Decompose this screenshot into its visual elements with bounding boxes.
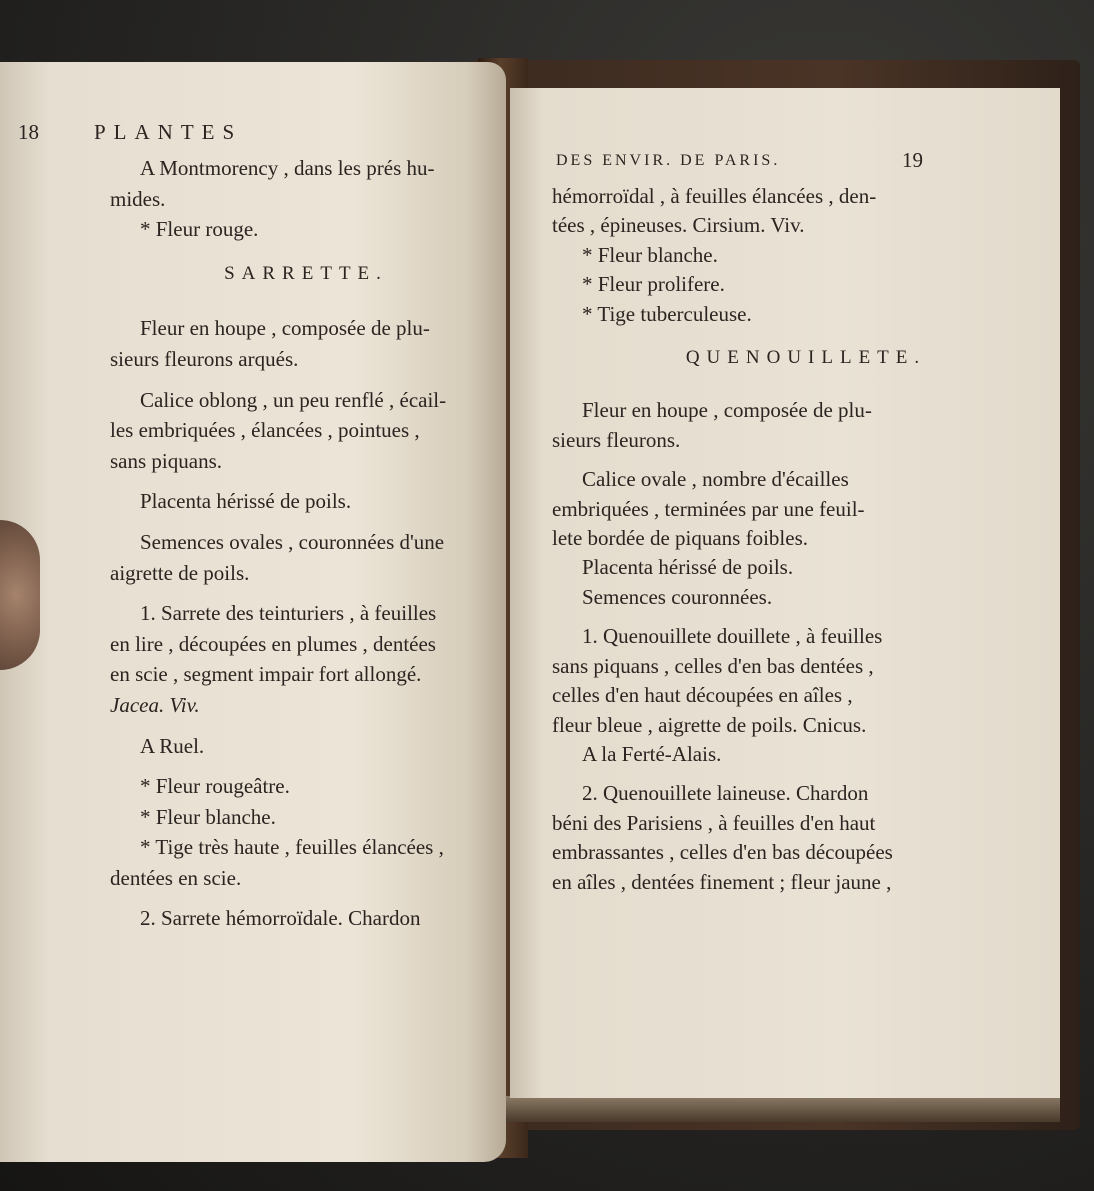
text-line: 1. Quenouillete douillete , à feuilles	[582, 624, 883, 649]
text-line: béni des Parisiens , à feuilles d'en haut	[552, 810, 876, 835]
text-line: Fleur en houpe , composée de plu-	[582, 398, 872, 423]
text-line: A Ruel.	[140, 733, 205, 758]
text-line: sans piquans , celles d'en bas dentées ,	[552, 653, 874, 678]
text-line: dentées en scie.	[110, 865, 242, 890]
left-running-head	[18, 117, 482, 151]
text-line: 2. Quenouillete laineuse. Chardon	[582, 781, 869, 806]
text-line: Placenta hérissé de poils.	[140, 489, 352, 514]
text-line: sans piquans.	[110, 448, 222, 473]
text-line: * Fleur blanche.	[140, 804, 276, 829]
right-running-title: DES ENVIR. DE PARIS.	[556, 152, 781, 169]
text-line: * Tige tuberculeuse.	[582, 301, 752, 326]
right-page-number: 19	[902, 148, 923, 172]
text-line: Jacea. Viv.	[110, 692, 200, 717]
text-line: en aîles , dentées finement ; fleur jaune ,	[552, 869, 892, 894]
text-line: sieurs fleurons.	[552, 427, 681, 452]
text-line: Fleur en houpe , composée de plu-	[140, 316, 430, 341]
text-line: * Tige très haute , feuilles élancées ,	[140, 835, 444, 860]
text-line: A Montmorency , dans les prés hu-	[140, 156, 435, 180]
section-heading-quenouillete: QUENOUILLETE.	[685, 347, 927, 369]
text-line: Semences couronnées.	[582, 584, 773, 609]
right-running-head	[552, 146, 1040, 180]
text-line: embriquées , terminées par une feuil-	[552, 496, 865, 521]
text-line: A la Ferté-Alais.	[582, 741, 722, 766]
left-page-number: 18	[18, 120, 39, 144]
text-line: fleur bleue , aigrette de poils. Cnicus.	[552, 712, 867, 737]
left-page	[0, 62, 506, 1162]
text-line: * Fleur prolifere.	[582, 272, 725, 297]
text-line: * Fleur rougeâtre.	[140, 774, 290, 799]
text-line: Calice ovale , nombre d'écailles	[582, 467, 849, 492]
text-line: en scie , segment impair fort allongé.	[110, 662, 422, 687]
text-line: tées , épineuses. Cirsium. Viv.	[552, 213, 805, 238]
text-line: Calice oblong , un peu renflé , écail-	[140, 387, 447, 412]
text-line: Placenta hérissé de poils.	[582, 555, 794, 580]
text-line: mides.	[110, 186, 166, 211]
text-line: en lire , découpées en plumes , dentées	[110, 631, 436, 656]
thumb	[0, 520, 40, 670]
right-page	[510, 88, 1060, 1098]
text-line: aigrette de poils.	[110, 560, 250, 585]
page-edges	[500, 1096, 1060, 1122]
text-line: les embriquées , élancées , pointues ,	[110, 418, 420, 443]
text-line: * Fleur rouge.	[140, 217, 259, 242]
text-line: celles d'en haut découpées en aîles ,	[552, 683, 853, 708]
text-line: 1. Sarrete des teinturiers , à feuilles	[140, 601, 437, 626]
text-line: 2. Sarrete hémorroïdale. Chardon	[140, 906, 421, 931]
text-line: * Fleur blanche.	[582, 242, 718, 267]
section-heading-sarrette: SARRETTE.	[224, 262, 388, 284]
text-line: Semences ovales , couronnées d'une	[140, 529, 445, 554]
text-line: lete bordée de piquans foibles.	[552, 526, 808, 551]
left-running-title: PLANTES	[94, 120, 243, 144]
text-line: embrassantes , celles d'en bas découpées	[552, 840, 893, 865]
text-line: hémorroïdal , à feuilles élancées , den-	[552, 184, 877, 208]
text-line: sieurs fleurons arqués.	[110, 346, 299, 371]
